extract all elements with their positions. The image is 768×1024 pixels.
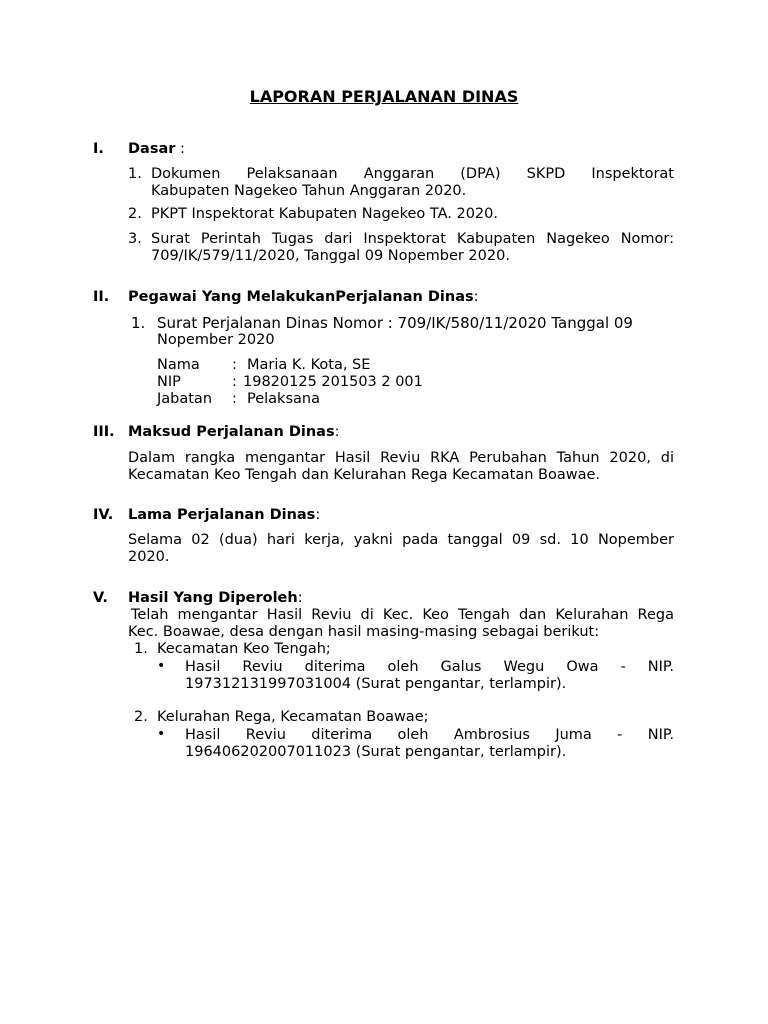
list-number: 2.: [128, 206, 142, 222]
list-item-text: PKPT Inspektorat Kabupaten Nagekeo TA. 2020.: [151, 206, 498, 222]
section-heading-maksud: Maksud Perjalanan Dinas:: [128, 424, 340, 440]
field-value-nip: 19820125 201503 2 001: [243, 374, 423, 390]
field-separator: :: [232, 357, 237, 373]
list-item-label: Kelurahan Rega, Kecamatan Boawae;: [157, 709, 429, 725]
section-heading-dasar: Dasar :: [128, 141, 185, 157]
list-item-label: Kecamatan Keo Tengah;: [157, 641, 331, 657]
paragraph-text: Selama 02 (dua) hari kerja, yakni pada tanggal 09 sd. 10 Nopember: [128, 532, 674, 548]
section-numeral-4: IV.: [93, 507, 114, 523]
bullet-text: Hasil Reviu diterima oleh Ambrosius Juma - NIP.: [185, 727, 674, 743]
section-heading-pegawai: Pegawai Yang MelakukanPerjalanan Dinas:: [128, 289, 479, 305]
field-label-nama: Nama: [157, 357, 200, 373]
list-item-text: Surat Perintah Tugas dari Inspektorat Kabupaten Nagekeo Nomor:: [151, 231, 674, 247]
list-item-text: Surat Perjalanan Dinas Nomor : 709/IK/580/11/2020 Tanggal 09: [157, 314, 633, 332]
paragraph-text-cont: Kecamatan Keo Tengah dan Kelurahan Rega Kecamatan Boawae.: [128, 467, 601, 483]
field-separator: :: [232, 374, 237, 390]
field-label-jabatan: Jabatan: [157, 391, 213, 407]
bullet-icon: •: [157, 658, 166, 674]
list-item-text-cont: Nopember 2020: [157, 332, 275, 348]
document-title: LAPORAN PERJALANAN DINAS: [249, 87, 519, 106]
section-numeral-3: III.: [93, 424, 115, 440]
section-numeral-1: I.: [93, 141, 104, 157]
paragraph-text-cont: 2020.: [128, 549, 170, 565]
bullet-icon: •: [157, 726, 166, 742]
paragraph-text: Dalam rangka mengantar Hasil Reviu RKA Perubahan Tahun 2020, di: [128, 450, 674, 466]
section-heading-lama: Lama Perjalanan Dinas:: [128, 507, 321, 523]
list-item-text: Dokumen Pelaksanaan Anggaran (DPA) SKPD Inspektorat: [151, 166, 674, 182]
field-label-nip: NIP: [157, 374, 181, 390]
field-separator: :: [232, 391, 237, 407]
paragraph-text: Telah mengantar Hasil Reviu di Kec. Keo Tengah dan Kelurahan Rega: [131, 607, 674, 623]
bullet-text: Hasil Reviu diterima oleh Galus Wegu Owa - NIP.: [185, 659, 674, 675]
list-number: 2.: [134, 709, 148, 725]
list-item-text-cont: Kabupaten Nagekeo Tahun Anggaran 2020.: [151, 183, 467, 199]
paragraph-text-cont: Kec. Boawae, desa dengan hasil masing-masing sebagai berikut:: [128, 624, 600, 640]
section-heading-hasil: Hasil Yang Diperoleh:: [128, 590, 303, 606]
section-numeral-2: II.: [93, 289, 110, 305]
bullet-text-cont: 196406202007011023 (Surat pengantar, terlampir).: [185, 744, 567, 760]
list-number: 1.: [131, 314, 146, 332]
list-item-text-cont: 709/IK/579/11/2020, Tanggal 09 Nopember 2020.: [151, 248, 510, 264]
list-number: 1.: [128, 166, 142, 182]
bullet-text-cont: 197312131997031004 (Surat pengantar, terlampir).: [185, 676, 567, 692]
field-value-jabatan: Pelaksana: [247, 391, 320, 407]
section-numeral-5: V.: [93, 590, 108, 606]
list-number: 1.: [134, 641, 148, 657]
list-number: 3.: [128, 231, 142, 247]
field-value-nama: Maria K. Kota, SE: [247, 357, 371, 373]
